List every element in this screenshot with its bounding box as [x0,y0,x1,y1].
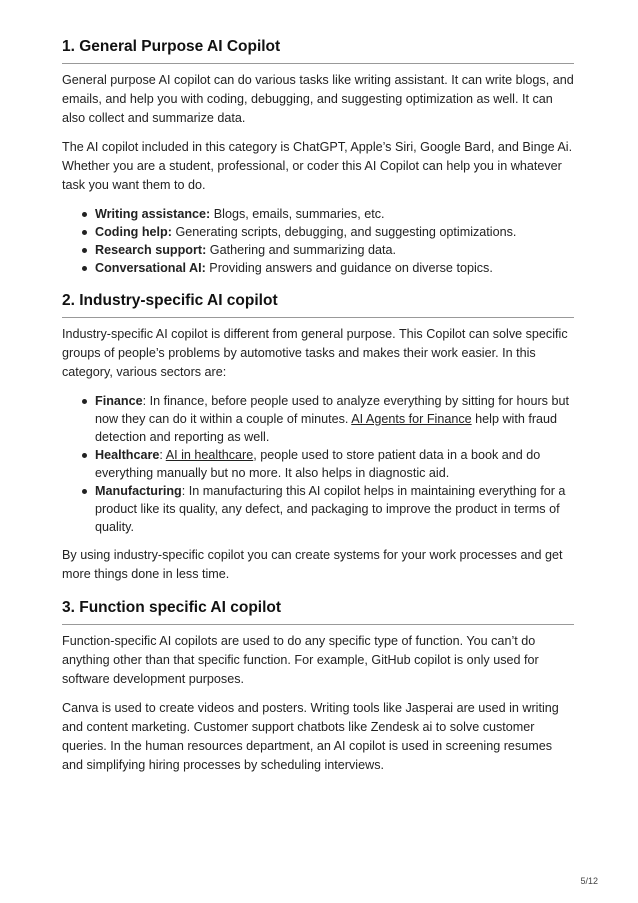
bullet-text: Gathering and summarizing data. [206,243,396,257]
section-industry-specific [62,290,574,584]
list-item [95,482,574,536]
page-number: 5/12 [580,876,598,886]
bullet-text: Providing answers and guidance on diverse topics. [205,261,493,275]
bullet-text: : In finance, before people used to analyze everything by sitting for hours but now they can do it within a couple of minutes. [95,394,569,426]
bullet-text: Generating scripts, debugging, and suggesting optimizations. [171,225,517,239]
paragraph: By using industry-specific copilot you can create systems for your work processes and get more things done in less time. [62,548,563,581]
bullet-list [62,392,574,536]
paragraph: The AI copilot included in this category is ChatGPT, Apple’s Siri, Google Bard, and Binge Ai. Whether you are a student, professional, or coder this AI Copilot can help you in whatever task you want them to do. [62,140,573,192]
list-item [95,392,574,446]
bullet-text: : [159,448,166,462]
list-item [95,446,574,482]
bullet-term: Writing assistance: [95,207,211,221]
bullet-term: Healthcare [95,448,160,462]
link-ai-in-healthcare[interactable]: AI in healthcare [165,448,254,462]
bullet-text: help with fraud detection and reporting as well. [95,412,558,444]
paragraph: Canva is used to create videos and posters. Writing tools like Jasperai are used in writing and content marketing. Customer support chatbots like Zendesk ai to solve customer queries. In the human resources department, an AI copilot is used in screening resumes and simplifying hiring processes by scheduling interviews. [62,701,559,772]
bullet-list [62,205,574,277]
bullet-text: Blogs, emails, summaries, etc. [210,207,385,221]
list-item [95,205,574,223]
section-function-specific [62,597,574,775]
section-heading: 1. General Purpose AI Copilot [62,36,574,64]
list-item [95,241,574,259]
paragraph: Industry-specific AI copilot is different from general purpose. This Copilot can solve specific groups of people’s problems by automotive tasks and makes their work easier. In this category, various sectors are: [62,327,568,379]
bullet-text: : In manufacturing this AI copilot helps in maintaining everything for a product like its quality, any defect, and packaging to improve the product in terms of quality. [95,484,566,534]
bullet-term: Finance [95,394,143,408]
list-item [95,259,574,277]
section-general-purpose [62,36,574,277]
section-heading: 2. Industry-specific AI copilot [62,290,574,318]
bullet-term: Conversational AI: [95,261,206,275]
bullet-term: Manufacturing [95,484,182,498]
paragraph: General purpose AI copilot can do various tasks like writing assistant. It can write blogs, and emails, and help you with coding, debugging, and suggesting optimization as well. It can also collect and summarize data. [62,73,574,125]
bullet-term: Research support: [95,243,207,257]
list-item [95,223,574,241]
link-ai-agents-finance[interactable]: AI Agents for Finance [351,412,472,426]
document-page [62,36,574,788]
section-heading: 3. Function specific AI copilot [62,597,574,625]
paragraph: Function-specific AI copilots are used to do any specific type of function. You can’t do anything other than that specific function. For example, GitHub copilot is only used for software development purposes. [62,634,539,686]
bullet-text: , people used to store patient data in a book and do everything manually but no more. It also helps in diagnostic aid. [95,448,541,480]
bullet-term: Coding help: [95,225,172,239]
